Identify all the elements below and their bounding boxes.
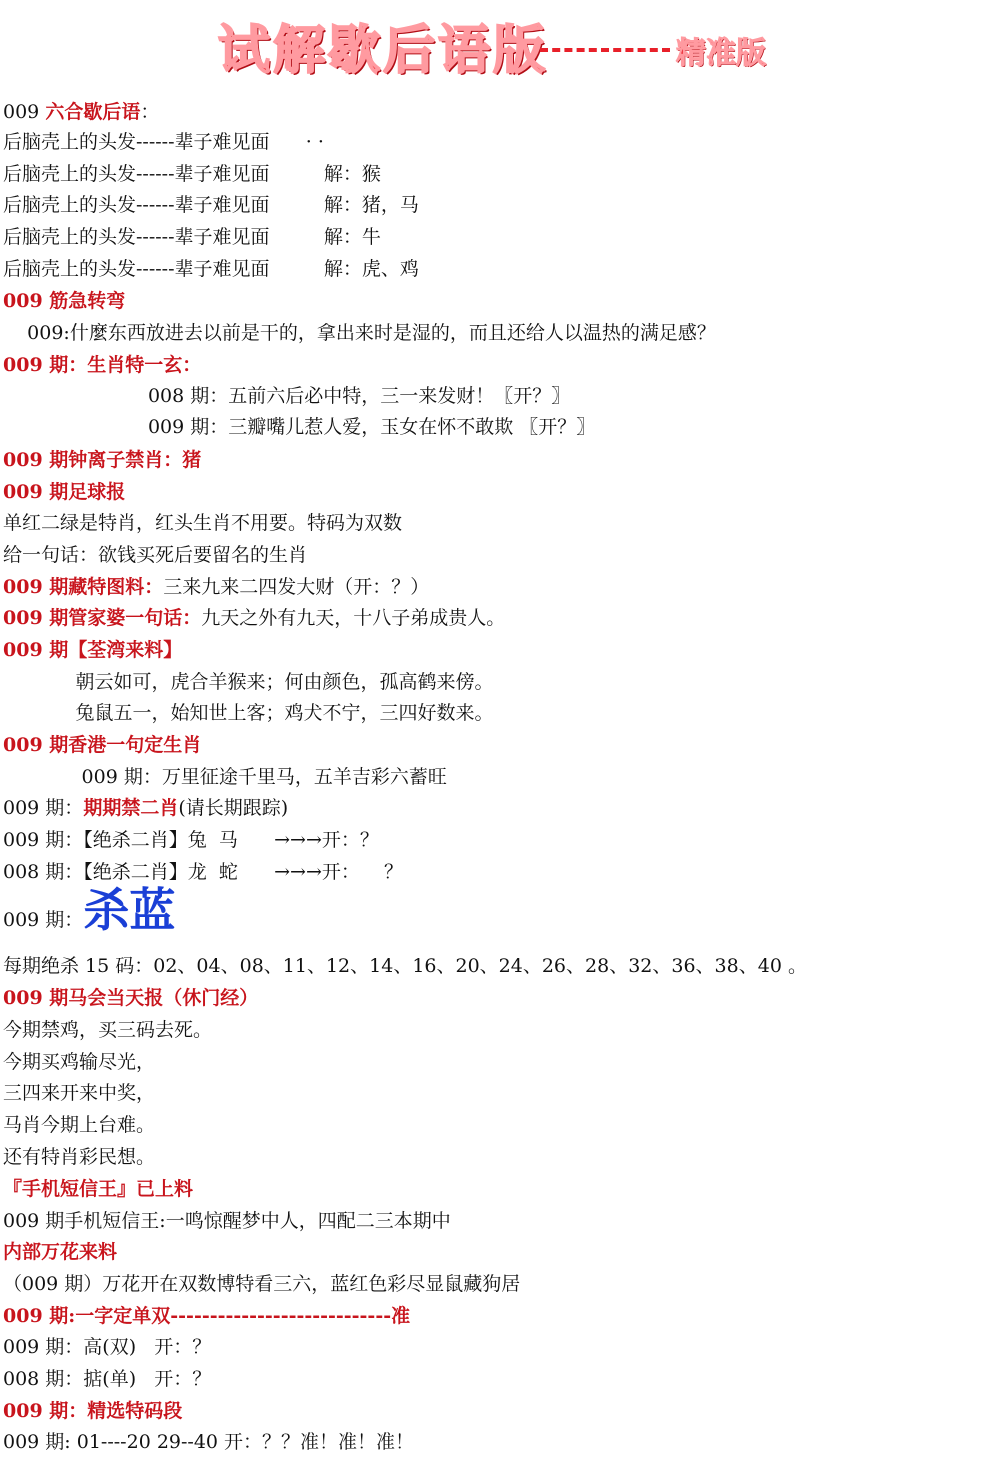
line-text: （009 期）万花开在双数博特看三六，蓝红色彩尽显鼠藏狗居 [3, 1273, 521, 1295]
line-text: 兔鼠五一，始知世上客；鸡犬不宁，三四好数来。 [3, 702, 494, 724]
section-heading: 期期禁二肖 [83, 797, 179, 819]
text-line [3, 480, 125, 504]
section-heading: 『手机短信王』已上料 [3, 1178, 194, 1200]
section-heading: 内部万花来料 [3, 1241, 118, 1263]
text-line [3, 1018, 212, 1042]
line-text: 朝云如可，虎合羊猴来；何由颜色，孤高鹤来傍。 [3, 671, 494, 693]
text-line [3, 575, 429, 599]
title-divider [540, 48, 670, 52]
section-heading: 009 期管家婆一句话： [3, 607, 202, 629]
line-text: 008 期：五前六后必中特，三一来发财！〖开？〗 [3, 385, 571, 407]
line-text: 009 期：万里征途千里马，五羊吉彩六蓄旺 [3, 766, 447, 788]
text-line [3, 828, 379, 852]
section-heading: 009 期：生肖特一玄： [3, 354, 202, 376]
line-text: 还有特肖彩民想。 [3, 1146, 156, 1168]
text-line [3, 289, 125, 313]
section-heading: 009 期:一字定单双----------------------------准 [3, 1305, 411, 1327]
text-line [3, 415, 595, 439]
section-heading: 009 期：精选特码段 [3, 1400, 183, 1422]
line-text: 解：虎、鸡 [269, 258, 419, 280]
text-line [3, 638, 182, 662]
text-line [3, 193, 419, 217]
text-line [3, 733, 201, 757]
text-line [3, 1304, 410, 1328]
section-heading: 009 期【荃湾来料】 [3, 639, 183, 661]
text-line [3, 1240, 117, 1264]
line-text: · · [269, 131, 324, 153]
section-heading: 009 期藏特图料： [3, 576, 164, 598]
text-line [3, 353, 201, 377]
text-line [3, 1145, 155, 1169]
page-title: 试解歇后语版 [218, 21, 549, 81]
line-text: (请长期跟踪) [178, 797, 289, 819]
line-text: 今期禁鸡，买三码去死。 [3, 1019, 213, 1041]
line-text: 009:什麼东西放进去以前是干的，拿出来时是湿的，而且还给人以温热的满足感？ [3, 322, 716, 344]
text-line [3, 796, 288, 820]
line-text: 解：猪，马 [269, 194, 419, 216]
line-text: 008 期：掂(单) 开：？ [3, 1368, 212, 1390]
text-line [3, 1113, 155, 1137]
text-line [3, 765, 447, 789]
section-heading: 六合歇后语 [45, 101, 141, 123]
line-text: 解：牛 [269, 226, 381, 248]
line-text: ： [140, 101, 160, 123]
line-text: 单红二绿是特肖，红头生肖不用要。特码为双数 [3, 512, 403, 534]
text-line [3, 883, 176, 937]
text-line [3, 1081, 155, 1105]
text-line [3, 130, 324, 154]
text-line [3, 543, 307, 567]
text-line [3, 321, 716, 345]
section-heading: 009 期香港一句定生肖 [3, 734, 202, 756]
line-text: 给一句话：欲钱买死后要留名的生肖 [3, 544, 308, 566]
text-line [3, 257, 419, 281]
line-text: 后脑壳上的头发------辈子难见面 [3, 226, 270, 248]
section-heading: 009 期钟离子禁肖：猪 [3, 449, 202, 471]
text-line [3, 1399, 182, 1423]
line-text: 009 期： [3, 797, 84, 819]
text-line [3, 100, 159, 124]
highlight-text: 杀蓝 [83, 883, 176, 937]
text-line [3, 162, 381, 186]
line-text: 后脑壳上的头发------辈子难见面 [3, 163, 270, 185]
line-text: 009 期：【绝杀二肖】兔 马 →→→开：？ [3, 829, 379, 851]
page-header [0, 0, 988, 90]
text-line [3, 1335, 211, 1359]
text-line [3, 225, 381, 249]
section-heading: 009 筋急转弯 [3, 290, 126, 312]
line-text: 今期买鸡输尽光， [3, 1051, 156, 1073]
text-line [3, 670, 493, 694]
text-line [3, 701, 493, 725]
line-text: 三来九来二四发大财（开：？） [163, 576, 430, 598]
line-text: 三四来开来中奖， [3, 1082, 156, 1104]
section-heading: 009 期马会当天报（休门经） [3, 987, 259, 1009]
line-text: 008 期：【绝杀二肖】龙 蛇 →→→开： ？ [3, 861, 404, 883]
text-line [3, 1209, 451, 1233]
text-line [3, 1177, 193, 1201]
text-line [3, 986, 258, 1010]
text-line [3, 1430, 414, 1454]
line-text: 009 期：三瓣嘴儿惹人爱，玉女在怀不敢欺 〖开？〗 [3, 416, 596, 438]
text-line [3, 860, 403, 884]
text-line [3, 511, 402, 535]
line-text: 009 期： [3, 909, 84, 931]
text-line [3, 1367, 211, 1391]
text-line [3, 1272, 520, 1296]
line-text: 后脑壳上的头发------辈子难见面 [3, 131, 270, 153]
text-line [3, 606, 505, 630]
page-subtitle: 精准版 [676, 36, 766, 71]
line-text: 马肖今期上台难。 [3, 1114, 156, 1136]
line-text: 009 期: 01----20 29--40 开：？？准！准！准！ [3, 1431, 415, 1453]
line-text: 009 期手机短信王:一鸣惊醒梦中人，四配二三本期中 [3, 1210, 451, 1232]
line-text: 后脑壳上的头发------辈子难见面 [3, 258, 270, 280]
text-line [3, 1050, 155, 1074]
line-text: 009 期：高(双) 开：？ [3, 1336, 212, 1358]
text-line [3, 448, 201, 472]
line-text: 后脑壳上的头发------辈子难见面 [3, 194, 270, 216]
line-text: 九天之外有九天，十八子弟成贵人。 [201, 607, 506, 629]
line-text: 解：猴 [269, 163, 381, 185]
text-line [3, 954, 807, 978]
text-line [3, 384, 570, 408]
line-text: 每期绝杀 15 码：02、04、08、11、12、14、16、20、24、26、28、32、36、38、40 。 [3, 955, 807, 977]
section-heading: 009 期足球报 [3, 481, 126, 503]
line-text: 009 [3, 101, 46, 123]
